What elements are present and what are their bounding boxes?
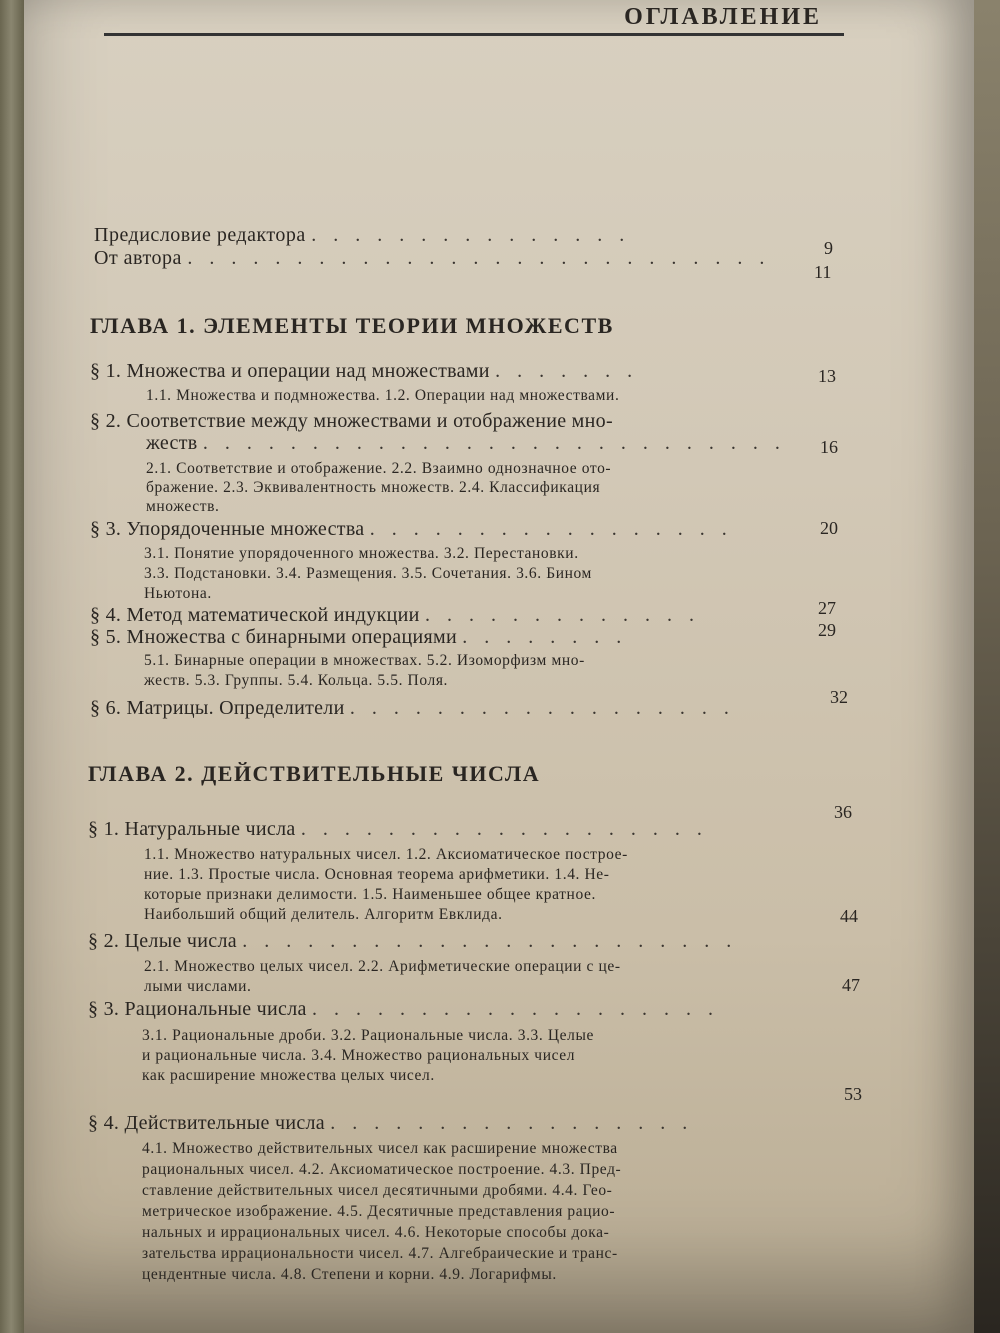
toc-page-number: 47 bbox=[842, 975, 860, 995]
toc-section-title-continued: жеств bbox=[146, 432, 198, 454]
toc-subsection-text: ние. 1.3. Простые числа. Основная теорема арифметики. 1.4. Не- bbox=[144, 866, 610, 883]
toc-entry-title: Предисловие редактора bbox=[94, 224, 306, 246]
toc-subsection-text: 2.1. Соответствие и отображение. 2.2. Взаимно однозначное ото- bbox=[146, 460, 612, 477]
toc-section-title: § 3. Рациональные числа bbox=[88, 998, 307, 1020]
toc-leader-dots: . . . . . . . . . . . . . . . . . . bbox=[349, 697, 735, 719]
toc-subsection-text: зательства иррациональности чисел. 4.7. Алгебраические и транс- bbox=[142, 1245, 618, 1262]
toc-subsection-text: рациональных чисел. 4.2. Аксиоматическое построение. 4.3. Пред- bbox=[142, 1161, 622, 1178]
toc-page-number: 36 bbox=[834, 802, 852, 822]
toc-subsection-text: цендентные числа. 4.8. Степени и корни. 4.9. Логарифмы. bbox=[142, 1266, 557, 1283]
toc-section-title: § 1. Натуральные числа bbox=[88, 818, 296, 840]
toc-leader-dots: . . . . . . . . . . . . . . . bbox=[311, 224, 631, 246]
toc-section-title: § 2. Соответствие между множествами и отображение мно- bbox=[90, 410, 613, 432]
toc-subsection-text: 1.1. Множество натуральных чисел. 1.2. Аксиоматическое построе- bbox=[144, 846, 628, 863]
toc-section-title: § 6. Матрицы. Определители bbox=[90, 697, 345, 719]
header-rule bbox=[104, 33, 844, 36]
toc-section bbox=[90, 518, 733, 541]
toc-page-number: 44 bbox=[840, 906, 858, 926]
toc-section-title: § 3. Упорядоченные множества bbox=[90, 518, 365, 540]
toc-page-number: 53 bbox=[844, 1084, 862, 1104]
toc-leader-dots: . . . . . . . . . . . . . . . . . bbox=[369, 518, 733, 540]
toc-leader-dots: . . . . . . . . . . . . . . . . . bbox=[330, 1112, 694, 1134]
toc-section bbox=[90, 604, 700, 627]
toc-page-number: 16 bbox=[820, 437, 838, 457]
toc-page-number: 29 bbox=[818, 620, 836, 640]
toc-subsection-text: 3.1. Понятие упорядоченного множества. 3.2. Перестановки. bbox=[144, 545, 579, 562]
toc-leader-dots: . . . . . . . bbox=[495, 360, 639, 382]
toc-leader-dots: . . . . . . . . . . . . . . . . . . . . . . . . . . . bbox=[187, 247, 771, 269]
toc-section-title: § 5. Множества с бинарными операциями bbox=[90, 626, 457, 648]
toc-section bbox=[88, 998, 719, 1021]
toc-subsection-text: 3.3. Подстановки. 3.4. Размещения. 3.5. Сочетания. 3.6. Бином bbox=[144, 565, 592, 582]
chapter-heading: ГЛАВА 2. ДЕЙСТВИТЕЛЬНЫЕ ЧИСЛА bbox=[88, 761, 541, 786]
toc-leader-dots: . . . . . . . . . . . . . . . . . . . bbox=[300, 818, 708, 840]
toc-entry-title: От автора bbox=[94, 247, 182, 269]
toc-section bbox=[90, 360, 638, 383]
toc-page-number: 27 bbox=[818, 598, 836, 618]
toc-leader-dots: . . . . . . . . . . . . . . . . . . . . . . . bbox=[242, 930, 738, 952]
toc-entry bbox=[94, 224, 630, 247]
toc-subsection-text: лыми числами. bbox=[144, 978, 252, 995]
toc-subsection-text: которые признаки делимости. 1.5. Наименьшее общее кратное. bbox=[144, 886, 596, 903]
toc-subsection-text: как расширение множества целых чисел. bbox=[142, 1067, 435, 1084]
toc-subsection-text: бражение. 2.3. Эквивалентность множеств. 2.4. Классификация bbox=[146, 479, 601, 496]
toc-section bbox=[88, 930, 737, 953]
toc-section-title: § 2. Целые числа bbox=[88, 930, 237, 952]
page-header-title: ОГЛАВЛЕНИЕ bbox=[624, 4, 822, 30]
toc-subsection-text: множеств. bbox=[146, 498, 220, 515]
toc-section bbox=[146, 432, 786, 455]
toc-subsection-text: Ньютона. bbox=[144, 585, 212, 602]
toc-subsection-text: 5.1. Бинарные операции в множествах. 5.2. Изоморфизм мно- bbox=[144, 652, 585, 669]
toc-page-number: 9 bbox=[824, 238, 833, 258]
toc-subsection-text: нальных и иррациональных чисел. 4.6. Некоторые способы дока- bbox=[142, 1224, 610, 1241]
toc-subsection-text: 2.1. Множество целых чисел. 2.2. Арифметические операции с це- bbox=[144, 958, 621, 975]
toc-page-number: 20 bbox=[820, 518, 838, 538]
toc-leader-dots: . . . . . . . . . . . . . . . . . . . bbox=[312, 998, 719, 1020]
toc-section-title: § 4. Действительные числа bbox=[88, 1112, 325, 1134]
toc-subsection-text: 3.1. Рациональные дроби. 3.2. Рациональные числа. 3.3. Целые bbox=[142, 1027, 594, 1044]
toc-section bbox=[88, 1112, 693, 1135]
toc-section bbox=[88, 818, 708, 841]
toc-subsection-text: Наибольший общий делитель. Алгоритм Евклида. bbox=[144, 906, 503, 923]
toc-subsection-text: ставление действительных чисел десятичными дробями. 4.4. Гео- bbox=[142, 1182, 613, 1199]
book-page bbox=[24, 0, 974, 1333]
toc-subsection-text: и рациональные числа. 3.4. Множество рациональных чисел bbox=[142, 1047, 576, 1064]
toc-page-number: 13 bbox=[818, 366, 836, 386]
toc-subsection-text: жеств. 5.3. Группы. 5.4. Кольца. 5.5. Поля. bbox=[144, 672, 449, 689]
toc-leader-dots: . . . . . . . . . . . . . . . . . . . . . . . . . . . bbox=[202, 432, 786, 454]
toc-leader-dots: . . . . . . . . bbox=[462, 626, 628, 648]
toc-page-number: 11 bbox=[814, 262, 832, 282]
toc-leader-dots: . . . . . . . . . . . . . bbox=[424, 604, 700, 626]
chapter-heading: ГЛАВА 1. ЭЛЕМЕНТЫ ТЕОРИИ МНОЖЕСТВ bbox=[90, 313, 614, 338]
toc-subsection-text: метрическое изображение. 4.5. Десятичные представления рацио- bbox=[142, 1203, 616, 1220]
toc-section bbox=[90, 626, 627, 649]
toc-section-title: § 1. Множества и операции над множествами bbox=[90, 360, 490, 382]
toc-section bbox=[90, 697, 735, 720]
toc-page-number: 32 bbox=[830, 687, 848, 707]
toc-entry bbox=[94, 247, 770, 270]
toc-section-title: § 4. Метод математической индукции bbox=[90, 604, 420, 626]
toc-subsection-text: 4.1. Множество действительных чисел как расширение множества bbox=[142, 1140, 618, 1157]
toc-subsection-text: 1.1. Множества и подмножества. 1.2. Операции над множествами. bbox=[146, 387, 620, 404]
